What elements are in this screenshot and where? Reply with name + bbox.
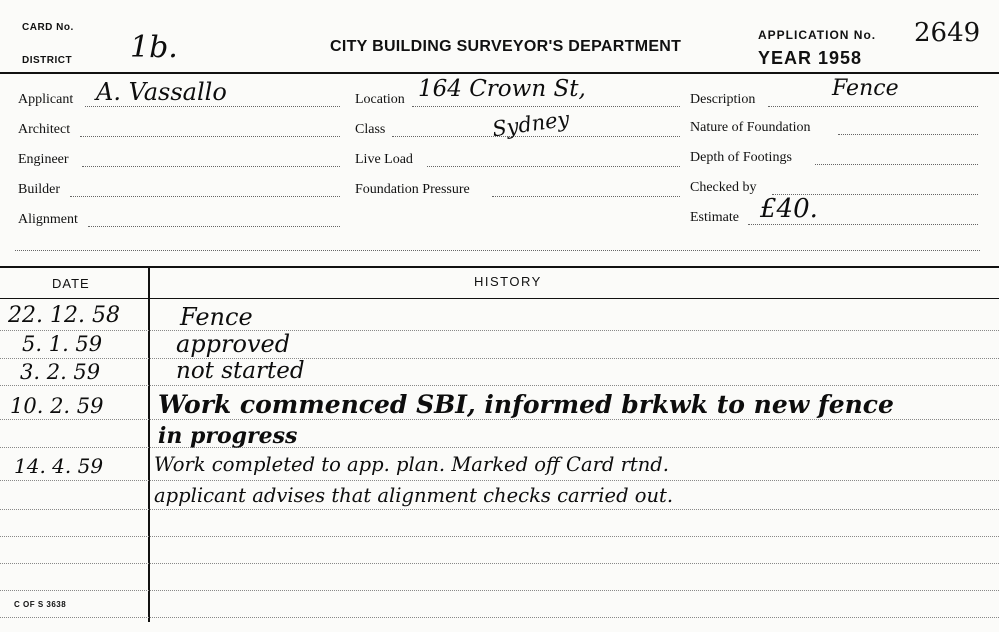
class-line bbox=[392, 136, 680, 137]
applicant-label: Applicant bbox=[18, 92, 74, 107]
year-label: YEAR 1958 bbox=[758, 48, 863, 68]
builder-line bbox=[70, 196, 340, 197]
ruled-line bbox=[0, 536, 999, 537]
location-line bbox=[412, 106, 680, 107]
card-no-label: CARD No. bbox=[22, 22, 74, 33]
live-load-line bbox=[427, 166, 680, 167]
nature-of-foundation-label: Nature of Foundation bbox=[690, 120, 811, 135]
estimate-value: £40. bbox=[760, 194, 818, 224]
description-label: Description bbox=[690, 92, 756, 107]
district-label: DISTRICT bbox=[22, 55, 73, 66]
estimate-line bbox=[748, 224, 978, 225]
depth-line bbox=[815, 164, 978, 165]
district-value: 1b. bbox=[130, 30, 178, 65]
history-entry: not started bbox=[176, 358, 305, 384]
checked-by-label: Checked by bbox=[690, 180, 757, 195]
ruled-line bbox=[0, 590, 999, 591]
ruled-line bbox=[0, 330, 999, 331]
architect-label: Architect bbox=[18, 122, 71, 137]
foundation-pressure-line bbox=[492, 196, 680, 197]
engineer-line bbox=[82, 166, 340, 167]
architect-line bbox=[80, 136, 340, 137]
department-title: CITY BUILDING SURVEYOR'S DEPARTMENT bbox=[330, 38, 682, 55]
date-history-divider bbox=[148, 268, 150, 622]
history-column-header: HISTORY bbox=[474, 274, 542, 289]
description-value: Fence bbox=[832, 76, 899, 101]
live-load-label: Live Load bbox=[355, 152, 413, 167]
ruled-line bbox=[0, 563, 999, 564]
ruled-line bbox=[0, 480, 999, 481]
history-date: 10. 2. 59 bbox=[10, 394, 104, 418]
ruled-line bbox=[0, 419, 999, 420]
nature-line bbox=[838, 134, 978, 135]
location-value: 164 Crown St, bbox=[418, 76, 586, 102]
builder-label: Builder bbox=[18, 182, 60, 197]
alignment-label: Alignment bbox=[18, 212, 78, 227]
engineer-label: Engineer bbox=[18, 152, 69, 167]
ruled-line bbox=[0, 447, 999, 448]
history-entry: in progress bbox=[158, 423, 298, 449]
section-dotted-rule bbox=[15, 250, 980, 251]
history-entry: Work completed to app. plan. Marked off Card rtnd. bbox=[154, 453, 669, 476]
history-date: 22. 12. 58 bbox=[8, 303, 120, 328]
alignment-line bbox=[88, 226, 340, 227]
applicant-value: A. Vassallo bbox=[96, 78, 227, 106]
class-label: Class bbox=[355, 122, 386, 137]
header-underline bbox=[0, 298, 999, 299]
history-entry: approved bbox=[176, 330, 291, 358]
applicant-line bbox=[85, 106, 340, 107]
estimate-label: Estimate bbox=[690, 210, 739, 225]
location-label: Location bbox=[355, 92, 405, 107]
ruled-line bbox=[0, 385, 999, 386]
history-entry: applicant advises that alignment checks carried out. bbox=[154, 484, 674, 507]
foundation-pressure-label: Foundation Pressure bbox=[355, 182, 470, 197]
ruled-line bbox=[0, 358, 999, 359]
description-line bbox=[768, 106, 978, 107]
history-date: 14. 4. 59 bbox=[14, 454, 104, 478]
depth-of-footings-label: Depth of Footings bbox=[690, 150, 792, 165]
history-date: 5. 1. 59 bbox=[22, 332, 103, 356]
history-entry: Fence bbox=[180, 303, 253, 331]
application-no-value: 2649 bbox=[914, 18, 981, 48]
date-column-header: DATE bbox=[52, 276, 90, 291]
application-no-label: APPLICATION No. bbox=[758, 28, 877, 42]
class-value: Sydney bbox=[490, 106, 571, 142]
ruled-line bbox=[0, 509, 999, 510]
history-date: 3. 2. 59 bbox=[20, 360, 101, 384]
header-rule bbox=[0, 72, 999, 74]
form-code: C OF S 3638 bbox=[14, 600, 67, 609]
ruled-line bbox=[0, 617, 999, 618]
history-entry: Work commenced SBI, informed brkwk to new fence bbox=[158, 390, 894, 419]
